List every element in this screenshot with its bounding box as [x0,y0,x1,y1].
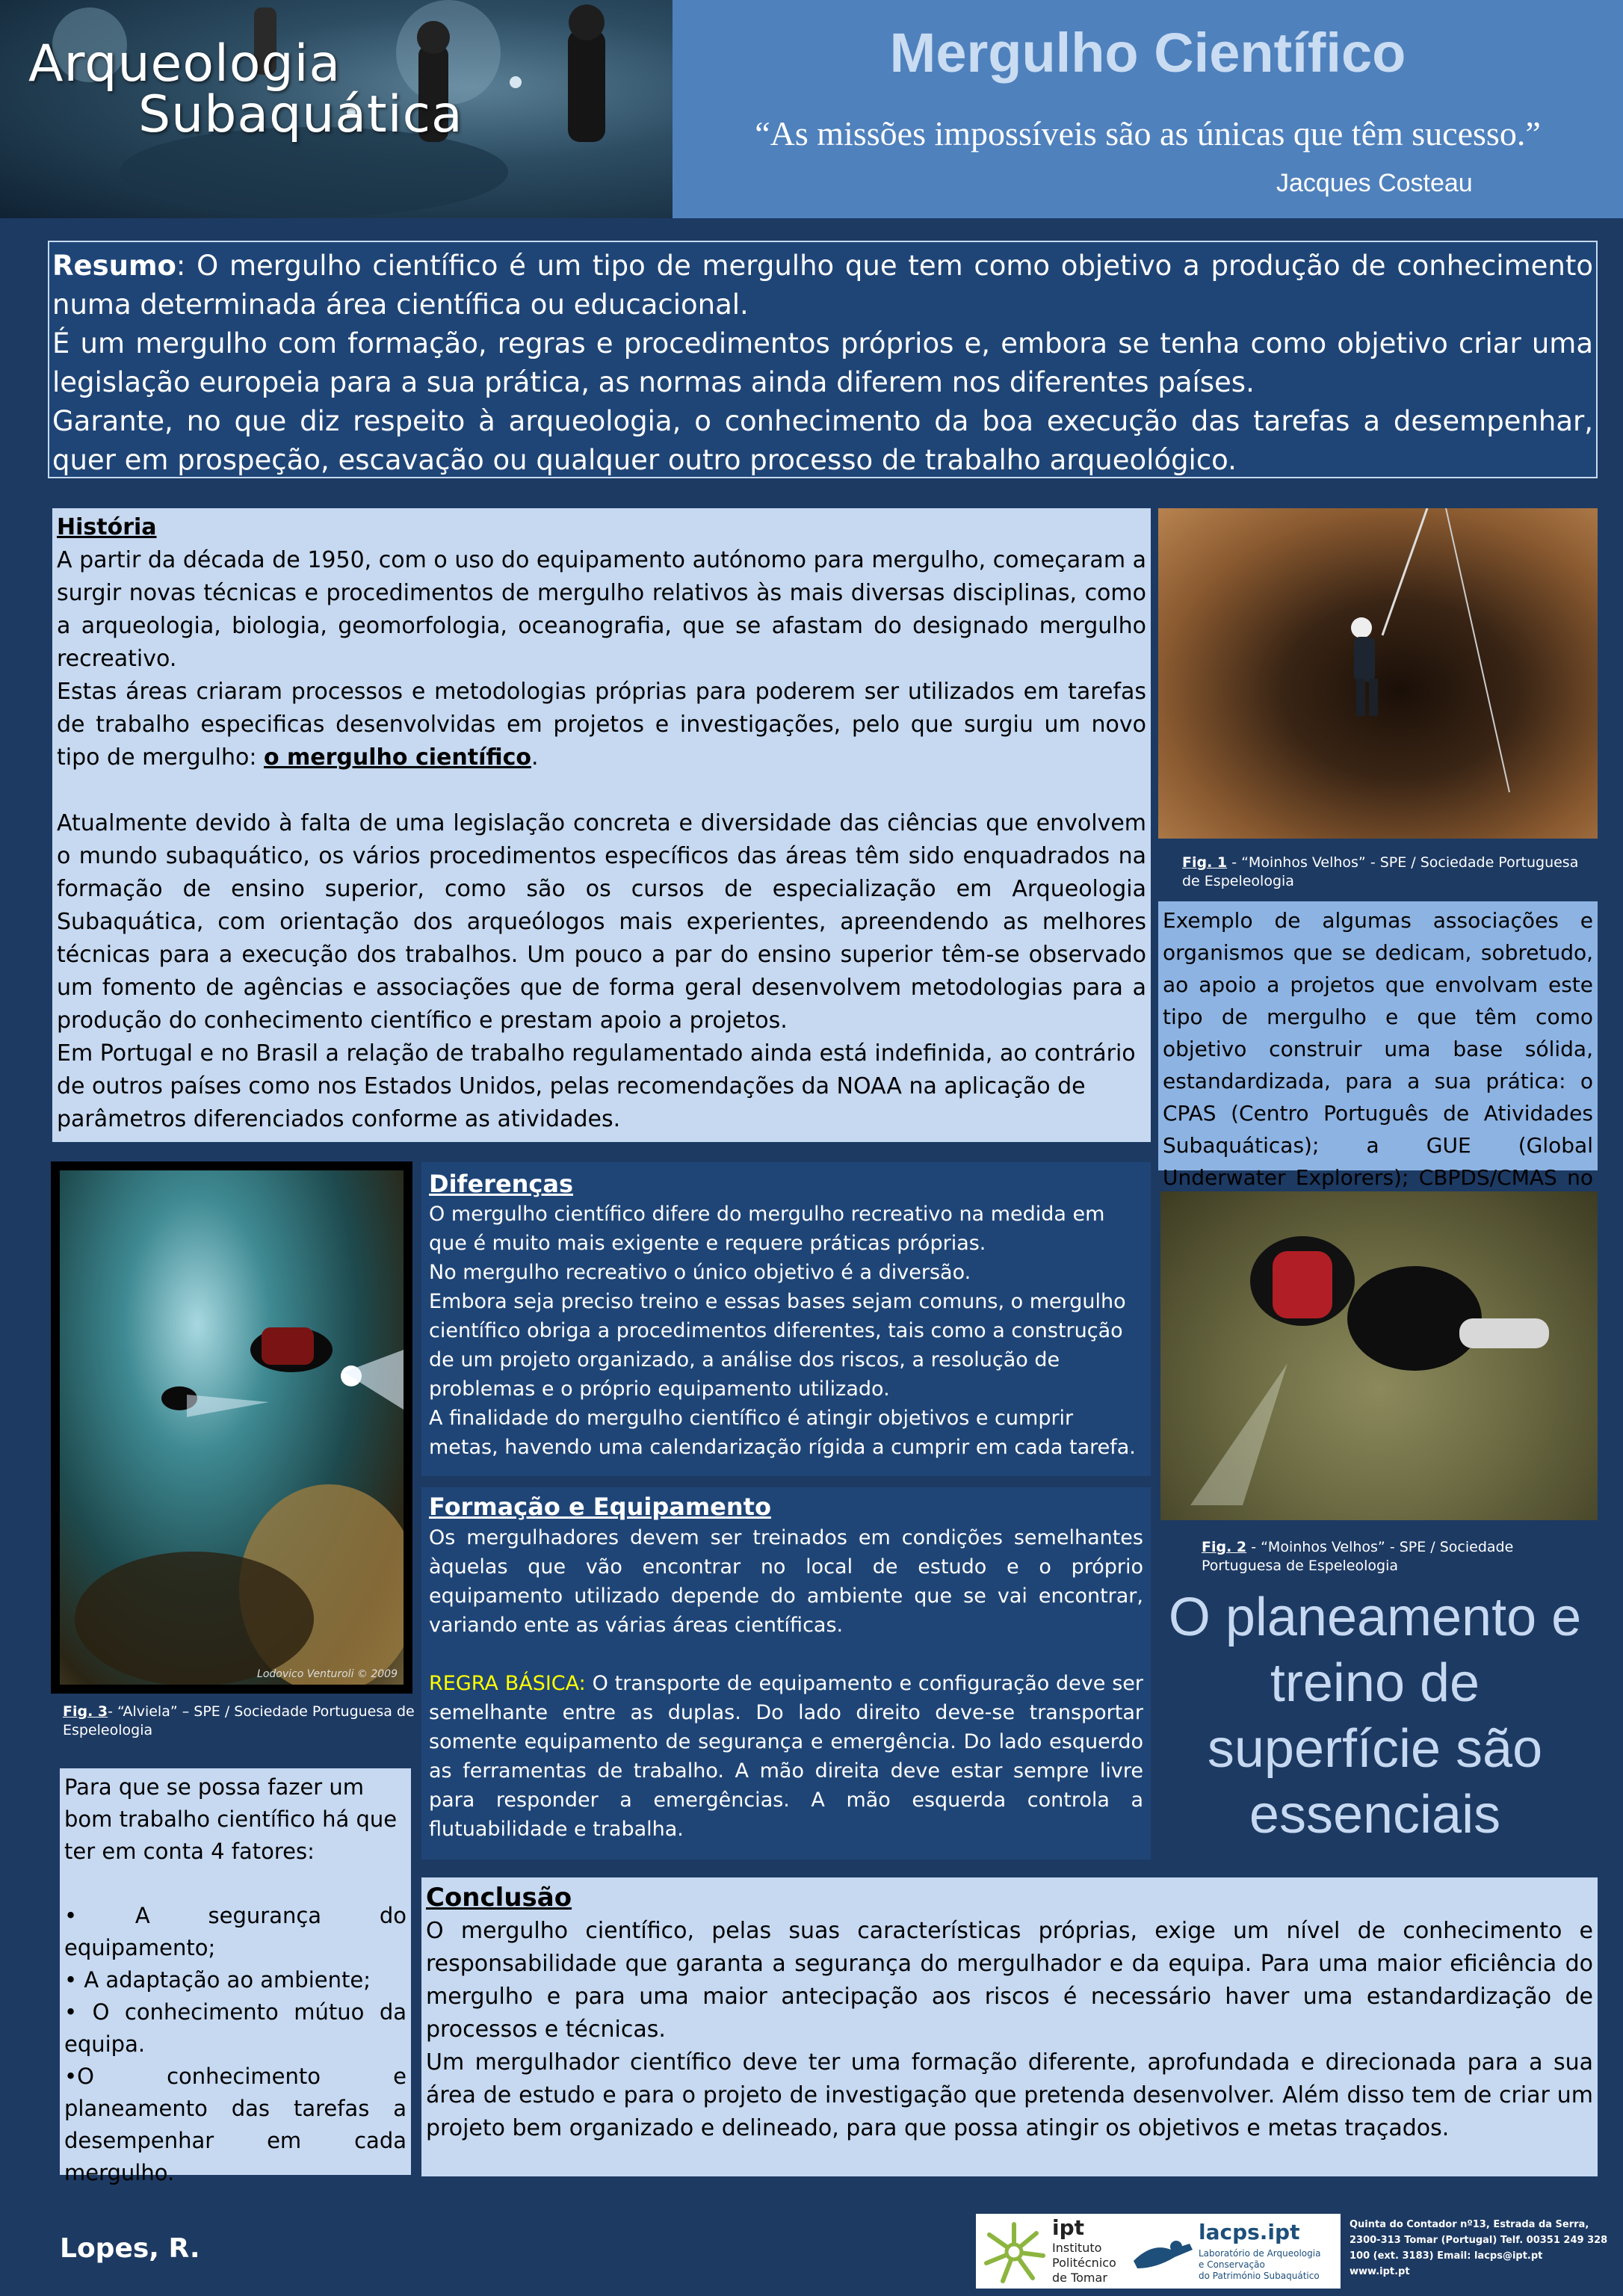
page-title: Mergulho Científico [889,22,1406,84]
factor-item: • A adaptação ao ambiente; [64,1967,371,1993]
fig1-label: Fig. 1 [1182,854,1228,871]
header-photo [0,0,673,218]
history-p3: Atualmente devido à falta de uma legislação concreta e diversidade das ciências que envolvem o mundo subaquático, os vários procedimentos específicos das áreas têm sido enquadrados na formação de ensino superior, como são os cursos de especialização em Arqueologia Subaquática, com orientação dos arqueólogos mais experientes, apreendendo as melhores técnicas para a execução dos trabalhos. Um pouco a par do ensino superior têm-se observado um fomento de agências e associações que de forma geral desenvolvem metodologias para a produção do conhecimento científico e prestam apoio a projetos. [57,810,1146,1034]
caver-illustration [1158,508,1598,839]
author-name: Lopes, R. [60,2233,200,2264]
history-p4: Em Portugal e no Brasil a relação de trabalho regulamentado ainda está indefinida, ao contrário de outros países como nos Estados Unidos, pelas recomendações da NOAA na aplicação de parâmetros diferenciados conforme as atividades. [57,1040,1136,1132]
fig2-label: Fig. 2 [1202,1539,1247,1555]
abstract-p1: : O mergulho científico é um tipo de mergulho que tem como objetivo a produção de conhecimento numa determinada área científica ou educacional. [52,250,1593,321]
fig3-caption: Fig. 3- “Alviela” – SPE / Sociedade Portuguesa de Espeleologia [63,1703,415,1738]
slogan: O planeamento e treino de superfície são essenciais [1168,1587,1582,1845]
conclusion-heading: Conclusão [426,1883,572,1913]
divers-illustration-2 [1160,1191,1598,1520]
fig2-caption: Fig. 2 - “Moinhos Velhos” - SPE / Sociedade Portuguesa de Espeleologia [1202,1539,1514,1574]
training-section [421,1487,1151,1860]
associations-text: Exemplo de algumas associações e organismos que se dedicam, sobretudo, ao apoio a projetos que envolvam este tipo de mergulho e que têm como objetivo construir uma base sólida, estandardizada, para a sua prática: o CPAS (Centro Português de Atividades Subaquáticas); a GUE (Global Underwater Explorers); CBPDS/CMAS no [1163,908,1593,1190]
factor-item: • O conhecimento mútuo da equipa. [64,1999,406,2057]
factor-item: • A segurança do equipamento; [64,1903,406,1960]
fig3-frame [51,1161,412,1694]
lacps-name: lacps.ipt [1199,2220,1300,2244]
ipt-logo-icon [980,2218,1048,2286]
training-heading: Formação e Equipamento [429,1493,771,1521]
associations-box [1158,901,1598,1190]
website-link[interactable]: www.ipt.pt [1350,2266,1410,2277]
header-quote: “As missões impossíveis são as únicas que têm sucesso.” [755,114,1541,152]
fig1-caption: Fig. 1 - “Moinhos Velhos” - SPE / Sociedade Portuguesa de Espeleologia [1182,854,1579,889]
differences-p3: Embora seja preciso treino e essas bases sejam comuns, o mergulho científico obriga a procedimentos diferentes, tais como a construção de um projeto organizado, a análise dos riscos, a resolução de problemas e o próprio equipamento utilizado. [429,1290,1126,1401]
abstract-p3: Garante, no que diz respeito à arqueologia, o conhecimento da boa execução das tarefas a desempenhar, quer em prospeção, escavação ou qualquer outro processo de trabalho arqueológico. [52,405,1593,476]
differences-heading: Diferenças [429,1170,574,1198]
differences-p1: O mergulho científico difere do mergulho recreativo na medida em que é muito mais exigente e requere práticas próprias. [429,1203,1105,1255]
fig3-photo [60,1170,404,1685]
history-section [52,508,1151,1142]
conclusion-section [421,1877,1598,2176]
ipt-name: Instituto Politécnico de Tomar [1052,2241,1116,2285]
abstract-label: Resumo [52,250,176,282]
cave-diver-illustration [60,1170,404,1685]
fig1-photo [1158,508,1598,839]
conclusion-p2: Um mergulhador científico deve ter uma formação diferente, aprofundada e direcionada para a sua área de estudo e para o projeto de investigação que pretenda desenvolver. Além disso tem de criar um projeto bem organizado e delineado, para que possa atingir os objetivos e metas traçados. [426,2049,1593,2141]
abstract-p2: É um mergulho com formação, regras e procedimentos próprios e, embora se tenha como objetivo criar uma legislação europeia para a sua prática, as normas ainda diferem nos diferentes países. [52,327,1593,398]
training-p1: Os mergulhadores devem ser treinados em condições semelhantes àquelas que vão encontrar no local de estudo e o próprio equipamento utilizado depende do ambiente que se vai encontrar, variando ente as várias áreas científicas. [429,1526,1143,1637]
conclusion-p1: O mergulho científico, pelas suas características próprias, exige um nível de conhecimento e responsabilidade que garanta a segurança do mergulhador e da equipa. Para uma maior eficiência do mergulho e para uma maior antecipação aos riscos é necessário haver uma estandardização de processos e técnicas. [426,1918,1593,2043]
fig3-label: Fig. 3 [63,1703,108,1720]
diver-logo-icon [1130,2227,1197,2280]
lacps-full-name: Laboratório de Arqueologia e Conservação do Património Subaquático [1199,2248,1321,2281]
training-p2: O transporte de equipamento e configuração deve ser semelhante entre as duplas. Do lado direito deve-se transportar somente equipamento de segurança e emergência. Do lado esquerdo as ferramentas de trabalho. A mão direita deve estar sempre livre para responder a emergências. A mão esquerda controla a flutuabilidade e trabalha. [429,1672,1143,1841]
history-term: o mergulho científico [263,744,531,771]
abstract-box [48,241,1598,478]
quote-author: Jacques Costeau [1276,169,1473,197]
logo-line2: Subaquática [138,85,463,144]
factors-box [60,1768,411,2185]
logos-panel [976,2214,1341,2289]
history-p2: Estas áreas criaram processos e metodologias próprias para poderem ser utilizados em tarefas de trabalho especificas desenvolvidas em projetos e investigações, pelo que surgiu um novo tipo de mergulho: o mergulho científico. [57,679,1146,771]
fig2-photo [1160,1191,1598,1520]
header-title-panel [673,0,1623,218]
ipt-abbr: ipt [1052,2215,1085,2240]
photo-credit: Lodovico Venturoli © 2009 [257,1668,398,1680]
history-p1: A partir da década de 1950, com o uso do equipamento autónomo para mergulho, começaram a surgir novas técnicas e procedimentos de mergulho relativos às mais diversas disciplinas, como a arqueologia, biologia, geomorfologia, oceanografia, que se afastam do designado mergulho recreativo. [57,547,1146,672]
differences-section [421,1162,1151,1476]
factor-item: •O conhecimento e planeamento das tarefas a desempenhar em cada mergulho. [64,2064,406,2185]
logo-line1: Arqueologia [28,34,341,93]
factors-intro: Para que se possa fazer um bom trabalho científico há que ter em conta 4 fatores: [64,1774,398,1864]
history-heading: História [57,514,157,540]
contact-address: Quinta do Contador nº13, Estrada da Serra, 2300-313 Tomar (Portugal) Telf. 00351 249 328 100 (ext. 3183) Email: lacps@ipt.pt www.ipt.pt [1350,2217,1607,2280]
basic-rule-label: REGRA BÁSICA: [429,1672,586,1695]
differences-p4: A finalidade do mergulho científico é atingir objetivos e cumprir metas, havendo uma calendarização rígida a cumprir em cada tarefa. [429,1407,1136,1459]
differences-p2: No mergulho recreativo o único objetivo é a diversão. [429,1261,971,1284]
